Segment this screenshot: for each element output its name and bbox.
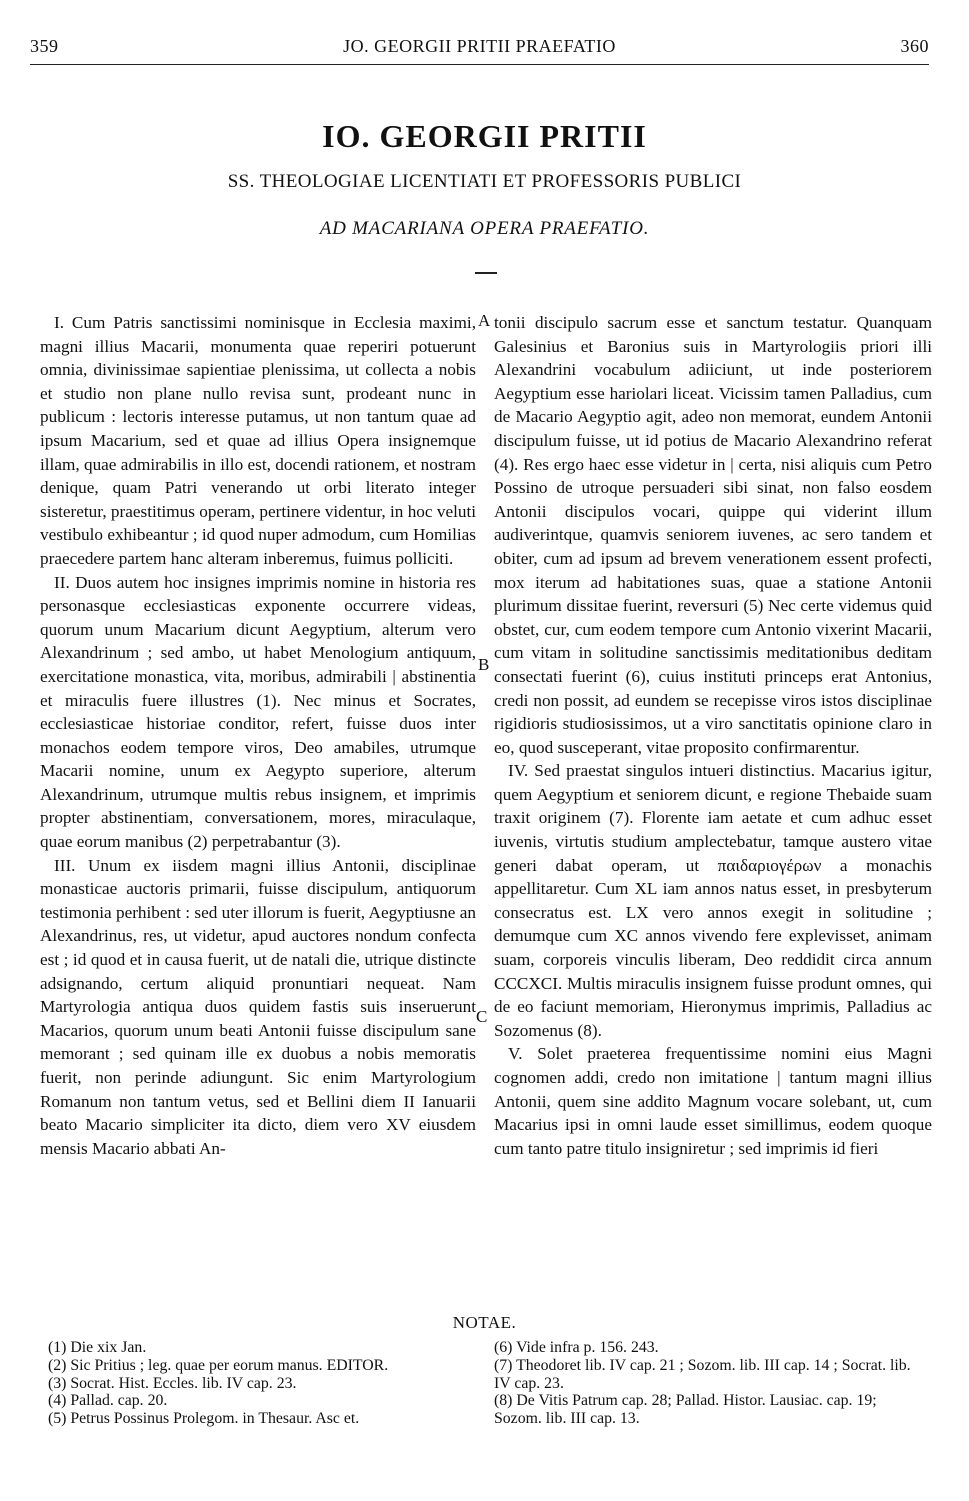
paragraph-continued: tonii discipulo sacrum esse et sanctum testatur. Quanquam Galesinius et Baronius suis in Martyrologiis priori illi Alexandrini vocabulum adiiciunt, ut inde posteriorem Aegyptium esse hariolari liceat. Vicissim tamen Palladius, cum de Macario Aegyptio agit, adeo non memorat, eundem Antonii discipulum fuisse, ut id potius de Macario Alexandrino referat (4). Res ergo haec esse videtur in | certa, nisi aliquis cum Petro Possino de utroque persuaderi sibi sinat, non falso eosdem Antonii discipulos vocari, quippe qui viderint illum audiverintque, quamvis seniorem iuvenes, ac sero tandem et obiter, cum ad ipsum ad brevem venerationem essent profecti, mox iterum ad habitationes suas, quae a statione Antonii plurimum dissitae fuerint, reversuri (5) Nec certe videmus quid obstet, cur, cum eodem tempore cum Antonio vixerint Macarii, cum vitam in solitudine sanctissimis meditationibus deditam consectati fuerint (6), cuius instituti princeps erat Antonius, credi non possit, ad eundem se recepisse viros istos disciplinae rigidioris studiosissimos, ut a viro sanctitatis opinione claro in eo, quod susceperant, vitae proposito confirmarentur. — [494, 313, 932, 757]
notes-heading: NOTAE. — [452, 1313, 517, 1332]
paragraph-3: III. Unum ex iisdem magni illius Antonii, disciplinae monasticae auctoris primarii, fuisse discipulum, antiquorum testimonia perhibent : sed uter illorum is fuerit, Aegyptiusne an Alexandrinus, res, ut videtur, apud auctores nondum confecta est ; id quod et in causa fuerit, ut de natali die, utrique distincte adsignando, certum aliquid pronuntiari nequeat. Nam Martyrologia antiqua duos quidem fastis suis inseruerunt Macarios, quorum unum beati Antonii fuisse discipulum sane memorant ; sed quinam ille ex duobus a nobis memoratis fuerit, non perinde adiungunt. Sic enim Martyrologium Romanum non tantum vetus, sed et Bellini diem II Ianuarii beato Macario simpliciter ita dicto, diem vero XV eiusdem mensis Macario abbati An- — [40, 855, 476, 1158]
footnote: (3) Socrat. Hist. Eccles. lib. IV cap. 23. — [48, 1374, 297, 1392]
running-title: JO. GEORGII PRITII PRAEFATIO — [343, 36, 616, 56]
title-divider — [475, 272, 497, 274]
footnote: (4) Pallad. cap. 20. — [48, 1392, 168, 1410]
footnote: (5) Petrus Possinus Prolegom. in Thesaur. Asc et. — [48, 1410, 360, 1428]
running-header — [30, 36, 929, 58]
footnote: (1) Die xix Jan. — [48, 1339, 147, 1356]
notes-right — [494, 1339, 926, 1428]
header-rule — [30, 64, 929, 65]
footnote: (8) De Vitis Patrum cap. 28; Pallad. Histor. Lausiac. cap. 19; Sozom. lib. III cap. 13. — [494, 1392, 877, 1428]
page-number-left: 359 — [30, 36, 59, 56]
margin-letter-c: C — [476, 1007, 488, 1026]
paragraph-2: II. Duos autem hoc insignes imprimis nomine in historia res personasque ecclesiasticas exponente occurrere videas, quorum unum Macarium dicunt Aegyptium, alterum vero Alexandrinum ; sed ambo, ut habet Menologium antiquum, exercitatione monastica, vita, moribus, admirabili | abstinentia et miraculis fuere illustres (1). Nec minus et Socrates, ecclesiasticae historiae conditor, refert, fuisse duos inter monachos eodem tempore viros, Deo amabiles, utrumque Macarii nomine, unum ex Aegypto superiore, alterum Alexandrinum, utrumque multis rebus insignem, et imprimis propter abstinentiam, conversationem, mores, miraculaque, quae eorum manibus (2) perpetrabantur (3). — [40, 572, 476, 852]
margin-letter-b: B — [478, 655, 490, 674]
footnote: (2) Sic Pritius ; leg. quae per eorum manus. EDITOR. — [48, 1356, 389, 1374]
page-title: IO. GEORGII PRITII — [322, 118, 647, 154]
paragraph-1: I. Cum Patris sanctissimi nominisque in Ecclesia maximi, magni illius Macarii, monumenta quae reperiri potuerunt omnia, divinissimae sapientiae plenissima, ut collecta a nobis et studio non plane nullo revisa sunt, prodeant nunc in publicum : lectoris interesse putamus, ut non tantum quae ad ipsum Macarium, sed et quae ad illius Opera insignemque illam, quae admirabilis in illo est, docendi rationem, et nostram denique, quam Patri venerando ut orbi literato integer sisteretur, praestitimus operam, pertinere videntur, in hoc veluti vestibulo exhibeantur ; id quod nuper admodum, cum Homilias praecedere partem hanc alteram inberemus, fuimus polliciti. — [40, 313, 476, 568]
preface-title: AD MACARIANA OPERA PRAEFATIO. — [319, 218, 650, 239]
page-subtitle: SS. THEOLOGIAE LICENTIATI ET PROFESSORIS PUBLICI — [227, 171, 742, 192]
left-column — [40, 311, 476, 1160]
paragraph-4: IV. Sed praestat singulos intueri distinctius. Macarius igitur, quem Aegyptium et seniorem dicunt, e regione Thebaide suam traxit originem (7). Florente iam aetate et cum adhuc esset iuvenis, virtutis studium amplectebatur, tamque austero vitae generi dabat operam, ut παιδαριογέρων a monachis appellitaretur. Cum XL iam annos natus esset, in presbyterum consecratus est. LX vero annos exegit in solitudine ; demumque cum XC annos vivendo fere explevisset, animam suam, corporeis vinculis liberam, Deo reddidit circa annum CCCXCI. Multis miraculis insignem fuisse produnt omnes, qui de eo faciunt memoriam, Hieronymus imprimis, Palladius ac Sozomenus (8). — [494, 761, 932, 1040]
margin-letter-a: A — [478, 311, 491, 330]
notes-left — [48, 1339, 480, 1428]
footnote: (7) Theodoret lib. IV cap. 21 ; Sozom. lib. III cap. 14 ; Socrat. lib. IV cap. 23. — [494, 1356, 911, 1392]
paragraph-5: V. Solet praeterea frequentissime nomini eius Magni cognomen addi, credo non imitatione | tantum magni illius Antonii, quem sine addito Magnum vocare solebant, ut, cum Macarius ipsi in omni laude esset simillimus, eodem quoque cum tanto patre titulo insigniretur ; sed imprimis id fieri — [494, 1044, 932, 1158]
page-number-right: 360 — [900, 36, 929, 56]
footnote: (6) Vide infra p. 156. 243. — [494, 1339, 659, 1356]
right-column — [494, 311, 932, 1160]
